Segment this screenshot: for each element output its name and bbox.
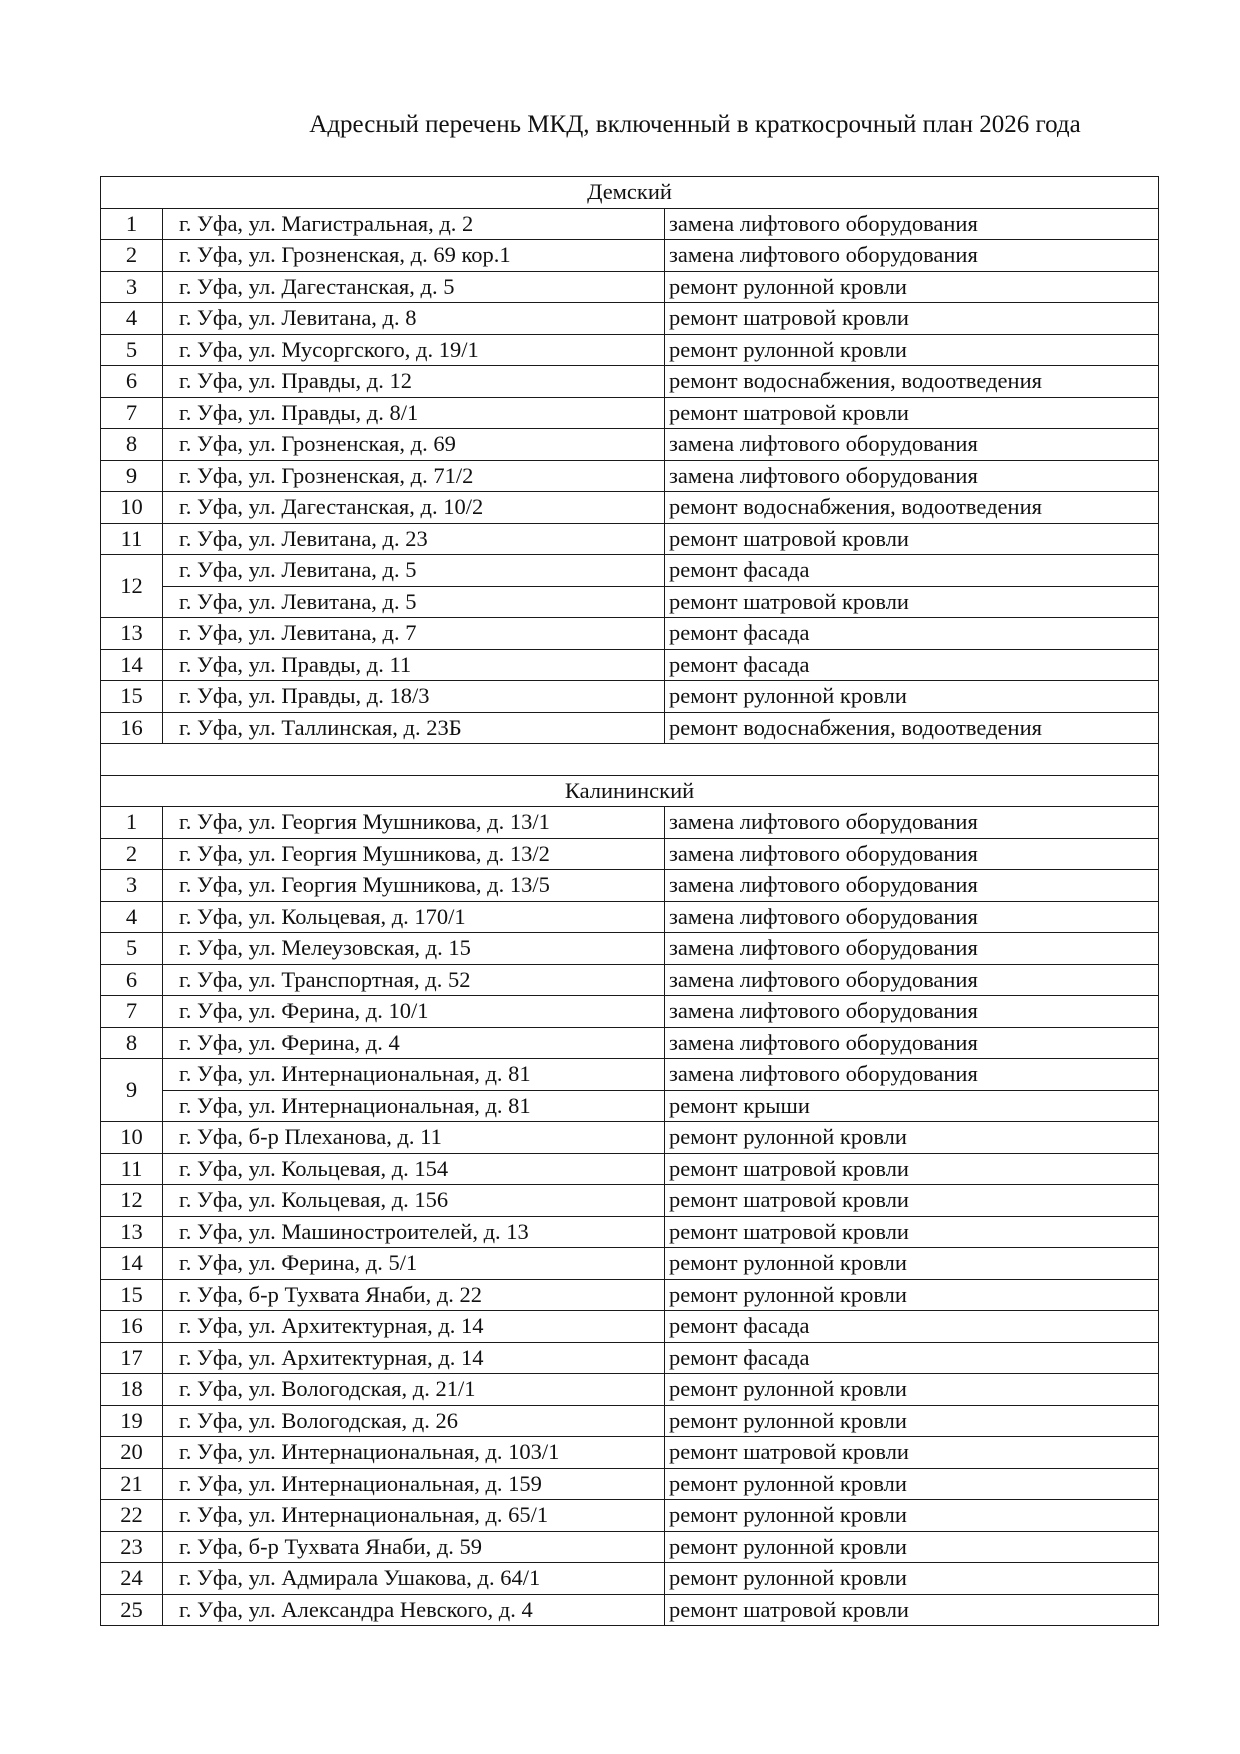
table-row: [101, 1153, 1159, 1185]
row-number: 10: [101, 1122, 163, 1154]
work-type-cell: замена лифтового оборудования: [665, 870, 1159, 902]
address-cell: г. Уфа, ул. Дагестанская, д. 10/2: [163, 492, 665, 524]
address-cell: г. Уфа, ул. Интернациональная, д. 81: [163, 1059, 665, 1091]
table-row: [101, 555, 1159, 587]
table-row: [101, 1248, 1159, 1280]
work-type-cell: ремонт рулонной кровли: [665, 1563, 1159, 1595]
address-cell: г. Уфа, ул. Левитана, д. 5: [163, 555, 665, 587]
row-number: 24: [101, 1563, 163, 1595]
district-name: Калининский: [101, 775, 1159, 807]
address-cell: г. Уфа, ул. Левитана, д. 7: [163, 618, 665, 650]
address-cell: г. Уфа, ул. Грозненская, д. 69: [163, 429, 665, 461]
table-row: [101, 1090, 1159, 1122]
row-number: 8: [101, 429, 163, 461]
work-type-cell: ремонт рулонной кровли: [665, 1248, 1159, 1280]
address-list-table: [100, 176, 1159, 1626]
address-cell: г. Уфа, ул. Интернациональная, д. 103/1: [163, 1437, 665, 1469]
row-number: 21: [101, 1468, 163, 1500]
work-type-cell: замена лифтового оборудования: [665, 1027, 1159, 1059]
address-list-body: [101, 177, 1159, 1626]
table-row: [101, 1468, 1159, 1500]
work-type-cell: замена лифтового оборудования: [665, 901, 1159, 933]
work-type-cell: ремонт шатровой кровли: [665, 586, 1159, 618]
row-number: 25: [101, 1594, 163, 1626]
row-number: 19: [101, 1405, 163, 1437]
address-cell: г. Уфа, ул. Кольцевая, д. 156: [163, 1185, 665, 1217]
table-row: [101, 1342, 1159, 1374]
address-cell: г. Уфа, ул. Вологодская, д. 26: [163, 1405, 665, 1437]
table-row: [101, 460, 1159, 492]
address-cell: г. Уфа, ул. Георгия Мушникова, д. 13/2: [163, 838, 665, 870]
table-row: [101, 397, 1159, 429]
work-type-cell: ремонт шатровой кровли: [665, 523, 1159, 555]
row-number: 10: [101, 492, 163, 524]
address-cell: г. Уфа, ул. Кольцевая, д. 170/1: [163, 901, 665, 933]
address-cell: г. Уфа, ул. Грозненская, д. 71/2: [163, 460, 665, 492]
address-cell: г. Уфа, ул. Правды, д. 11: [163, 649, 665, 681]
work-type-cell: замена лифтового оборудования: [665, 240, 1159, 272]
address-cell: г. Уфа, ул. Транспортная, д. 52: [163, 964, 665, 996]
row-number: 12: [101, 555, 163, 618]
row-number: 17: [101, 1342, 163, 1374]
work-type-cell: ремонт фасада: [665, 649, 1159, 681]
work-type-cell: замена лифтового оборудования: [665, 964, 1159, 996]
district-header-row: [101, 177, 1159, 209]
address-cell: г. Уфа, ул. Интернациональная, д. 65/1: [163, 1500, 665, 1532]
row-number: 14: [101, 649, 163, 681]
row-number: 4: [101, 303, 163, 335]
table-row: [101, 996, 1159, 1028]
work-type-cell: ремонт фасада: [665, 618, 1159, 650]
row-number: 7: [101, 397, 163, 429]
work-type-cell: замена лифтового оборудования: [665, 429, 1159, 461]
address-cell: г. Уфа, ул. Мусоргского, д. 19/1: [163, 334, 665, 366]
address-cell: г. Уфа, ул. Правды, д. 12: [163, 366, 665, 398]
address-cell: г. Уфа, б-р Тухвата Янаби, д. 59: [163, 1531, 665, 1563]
row-number: 6: [101, 964, 163, 996]
table-row: [101, 838, 1159, 870]
table-row: [101, 1405, 1159, 1437]
spacer-cell: [101, 744, 1159, 776]
spacer-row: [101, 744, 1159, 776]
table-row: [101, 1374, 1159, 1406]
address-cell: г. Уфа, ул. Мелеузовская, д. 15: [163, 933, 665, 965]
table-row: [101, 1437, 1159, 1469]
address-cell: г. Уфа, ул. Грозненская, д. 69 кор.1: [163, 240, 665, 272]
work-type-cell: ремонт шатровой кровли: [665, 1185, 1159, 1217]
table-row: [101, 681, 1159, 713]
address-cell: г. Уфа, ул. Правды, д. 8/1: [163, 397, 665, 429]
work-type-cell: ремонт рулонной кровли: [665, 1279, 1159, 1311]
work-type-cell: замена лифтового оборудования: [665, 838, 1159, 870]
work-type-cell: ремонт рулонной кровли: [665, 1531, 1159, 1563]
address-cell: г. Уфа, ул. Таллинская, д. 23Б: [163, 712, 665, 744]
address-cell: г. Уфа, ул. Интернациональная, д. 81: [163, 1090, 665, 1122]
row-number: 5: [101, 334, 163, 366]
address-cell: г. Уфа, ул. Интернациональная, д. 159: [163, 1468, 665, 1500]
work-type-cell: замена лифтового оборудования: [665, 996, 1159, 1028]
row-number: 16: [101, 712, 163, 744]
table-row: [101, 1531, 1159, 1563]
table-row: [101, 334, 1159, 366]
work-type-cell: ремонт шатровой кровли: [665, 303, 1159, 335]
table-row: [101, 429, 1159, 461]
work-type-cell: ремонт шатровой кровли: [665, 1594, 1159, 1626]
address-cell: г. Уфа, ул. Архитектурная, д. 14: [163, 1311, 665, 1343]
row-number: 22: [101, 1500, 163, 1532]
table-row: [101, 1122, 1159, 1154]
row-number: 15: [101, 1279, 163, 1311]
row-number: 2: [101, 240, 163, 272]
table-row: [101, 303, 1159, 335]
row-number: 4: [101, 901, 163, 933]
table-row: [101, 901, 1159, 933]
work-type-cell: ремонт водоснабжения, водоотведения: [665, 366, 1159, 398]
table-row: [101, 1185, 1159, 1217]
address-cell: г. Уфа, ул. Георгия Мушникова, д. 13/5: [163, 870, 665, 902]
table-row: [101, 933, 1159, 965]
work-type-cell: ремонт фасада: [665, 1311, 1159, 1343]
row-number: 6: [101, 366, 163, 398]
address-cell: г. Уфа, ул. Левитана, д. 23: [163, 523, 665, 555]
work-type-cell: ремонт шатровой кровли: [665, 397, 1159, 429]
row-number: 1: [101, 208, 163, 240]
row-number: 18: [101, 1374, 163, 1406]
table-row: [101, 523, 1159, 555]
address-cell: г. Уфа, б-р Тухвата Янаби, д. 22: [163, 1279, 665, 1311]
address-cell: г. Уфа, ул. Александра Невского, д. 4: [163, 1594, 665, 1626]
work-type-cell: ремонт шатровой кровли: [665, 1216, 1159, 1248]
row-number: 2: [101, 838, 163, 870]
work-type-cell: ремонт рулонной кровли: [665, 334, 1159, 366]
work-type-cell: ремонт шатровой кровли: [665, 1437, 1159, 1469]
row-number: 3: [101, 271, 163, 303]
table-row: [101, 1311, 1159, 1343]
row-number: 15: [101, 681, 163, 713]
work-type-cell: замена лифтового оборудования: [665, 933, 1159, 965]
work-type-cell: ремонт крыши: [665, 1090, 1159, 1122]
table-row: [101, 807, 1159, 839]
address-cell: г. Уфа, ул. Машиностроителей, д. 13: [163, 1216, 665, 1248]
row-number: 7: [101, 996, 163, 1028]
address-cell: г. Уфа, ул. Ферина, д. 4: [163, 1027, 665, 1059]
address-cell: г. Уфа, ул. Архитектурная, д. 14: [163, 1342, 665, 1374]
row-number: 11: [101, 523, 163, 555]
row-number: 16: [101, 1311, 163, 1343]
work-type-cell: ремонт фасада: [665, 555, 1159, 587]
work-type-cell: ремонт шатровой кровли: [665, 1153, 1159, 1185]
table-row: [101, 1059, 1159, 1091]
work-type-cell: ремонт рулонной кровли: [665, 271, 1159, 303]
address-cell: г. Уфа, ул. Левитана, д. 5: [163, 586, 665, 618]
table-row: [101, 1279, 1159, 1311]
row-number: 12: [101, 1185, 163, 1217]
district-name: Демский: [101, 177, 1159, 209]
table-row: [101, 208, 1159, 240]
table-row: [101, 586, 1159, 618]
table-row: [101, 1594, 1159, 1626]
row-number: 9: [101, 1059, 163, 1122]
address-cell: г. Уфа, ул. Адмирала Ушакова, д. 64/1: [163, 1563, 665, 1595]
row-number: 8: [101, 1027, 163, 1059]
work-type-cell: ремонт рулонной кровли: [665, 1122, 1159, 1154]
row-number: 13: [101, 618, 163, 650]
row-number: 20: [101, 1437, 163, 1469]
row-number: 1: [101, 807, 163, 839]
table-row: [101, 1027, 1159, 1059]
address-cell: г. Уфа, ул. Левитана, д. 8: [163, 303, 665, 335]
address-cell: г. Уфа, б-р Плеханова, д. 11: [163, 1122, 665, 1154]
table-row: [101, 492, 1159, 524]
table-row: [101, 1500, 1159, 1532]
table-row: [101, 618, 1159, 650]
district-header-row: [101, 775, 1159, 807]
work-type-cell: замена лифтового оборудования: [665, 807, 1159, 839]
row-number: 3: [101, 870, 163, 902]
row-number: 5: [101, 933, 163, 965]
work-type-cell: ремонт фасада: [665, 1342, 1159, 1374]
work-type-cell: замена лифтового оборудования: [665, 208, 1159, 240]
table-row: [101, 271, 1159, 303]
row-number: 11: [101, 1153, 163, 1185]
work-type-cell: ремонт рулонной кровли: [665, 681, 1159, 713]
table-row: [101, 964, 1159, 996]
row-number: 13: [101, 1216, 163, 1248]
document-title: Адресный перечень МКД, включенный в краткосрочный план 2026 года: [309, 111, 1081, 138]
table-row: [101, 1563, 1159, 1595]
work-type-cell: замена лифтового оборудования: [665, 460, 1159, 492]
table-row: [101, 649, 1159, 681]
table-row: [101, 712, 1159, 744]
address-cell: г. Уфа, ул. Вологодская, д. 21/1: [163, 1374, 665, 1406]
row-number: 23: [101, 1531, 163, 1563]
table-row: [101, 366, 1159, 398]
work-type-cell: ремонт рулонной кровли: [665, 1500, 1159, 1532]
row-number: 14: [101, 1248, 163, 1280]
work-type-cell: ремонт рулонной кровли: [665, 1468, 1159, 1500]
row-number: 9: [101, 460, 163, 492]
table-row: [101, 240, 1159, 272]
work-type-cell: замена лифтового оборудования: [665, 1059, 1159, 1091]
address-cell: г. Уфа, ул. Кольцевая, д. 154: [163, 1153, 665, 1185]
address-cell: г. Уфа, ул. Георгия Мушникова, д. 13/1: [163, 807, 665, 839]
address-cell: г. Уфа, ул. Правды, д. 18/3: [163, 681, 665, 713]
address-cell: г. Уфа, ул. Дагестанская, д. 5: [163, 271, 665, 303]
work-type-cell: ремонт рулонной кровли: [665, 1374, 1159, 1406]
address-cell: г. Уфа, ул. Ферина, д. 5/1: [163, 1248, 665, 1280]
work-type-cell: ремонт водоснабжения, водоотведения: [665, 492, 1159, 524]
address-cell: г. Уфа, ул. Ферина, д. 10/1: [163, 996, 665, 1028]
table-row: [101, 1216, 1159, 1248]
table-row: [101, 870, 1159, 902]
work-type-cell: ремонт водоснабжения, водоотведения: [665, 712, 1159, 744]
work-type-cell: ремонт рулонной кровли: [665, 1405, 1159, 1437]
address-cell: г. Уфа, ул. Магистральная, д. 2: [163, 208, 665, 240]
